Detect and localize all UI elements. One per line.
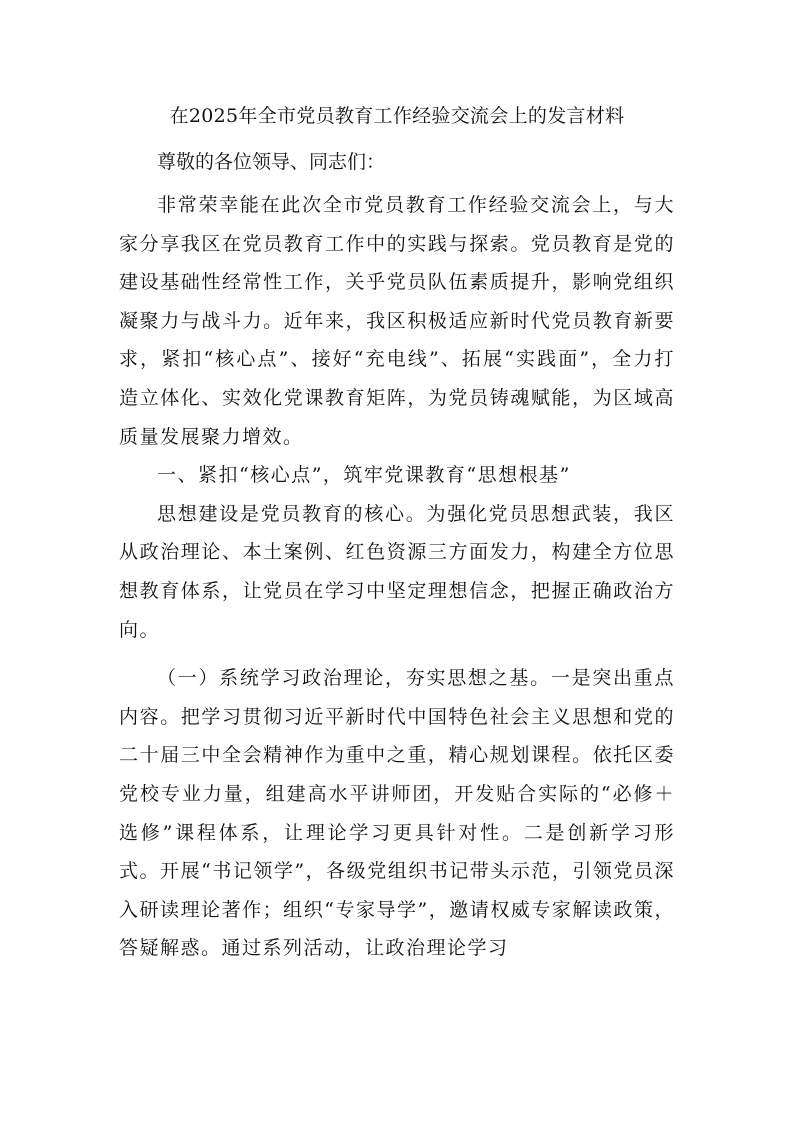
section-1-paragraph: 思想建设是党员教育的核心。为强化党员思想武装，我区从政治理论、本土案例、红色资源三方面发力，构建全方位思想教育体系，让党员在学习中坚定理想信念，把握正确政治方向。 — [119, 502, 675, 641]
subsection-1-paragraph: （一）系统学习政治理论，夯实思想之基。一是突出重点内容。把学习贯彻习近平新时代中国特色社会主义思想和党的二十届三中全会精神作为重中之重，精心规划课程。依托区委党校专业力量，组建高水平讲师团，开发贴合实际的“必修＋选修”课程体系，让理论学习更具针对性。二是创新学习形式。开展“书记领学”，各级党组织书记带头示范，引领党员深入研读理论著作；组织“专家导学”，邀请权威专家解读政策，答疑解惑。通过系列活动，让政治理论学习 — [119, 667, 675, 960]
document-title: 在2025年全市党员教育工作经验交流会上的发言材料 — [169, 105, 625, 127]
greeting: 尊敬的各位领导、同志们： — [157, 151, 386, 173]
section-1-heading: 一、紧扣“核心点”，筑牢党课教育“思想根基” — [157, 464, 571, 487]
intro-paragraph: 非常荣幸能在此次全市党员教育工作经验交流会上，与大家分享我区在党员教育工作中的实践与探索。党员教育是党的建设基础性经常性工作，关乎党员队伍素质提升，影响党组织凝聚力与战斗力。近年来，我区积极适应新时代党员教育新要求，紧扣“核心点”、接好“充电线”、拓展“实践面”，全力打造立体化、实效化党课教育矩阵，为党员铸魂赋能，为区域高质量发展聚力增效。 — [119, 194, 675, 448]
document-body — [119, 101, 675, 968]
